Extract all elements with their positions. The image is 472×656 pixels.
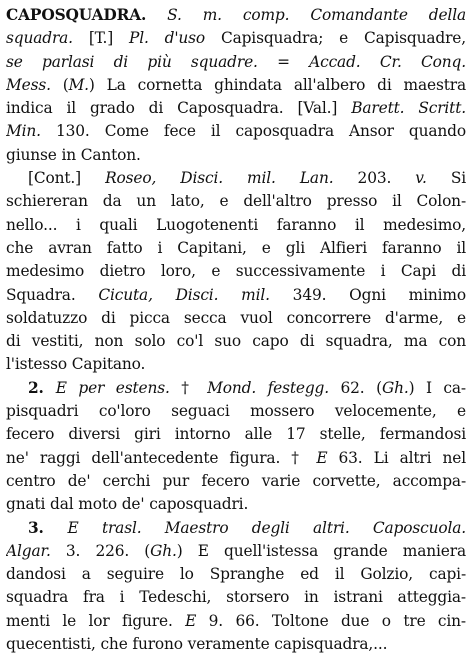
body-text: 62. ( <box>328 378 382 397</box>
italic-text: Algar. <box>6 541 51 560</box>
text-line <box>6 120 466 143</box>
body-text: 130. Come fece il caposquadra Ansor quando <box>40 122 466 141</box>
body-text: [T.] <box>72 29 130 48</box>
text-line <box>6 563 466 586</box>
text-line <box>6 540 466 563</box>
text-line <box>6 447 466 470</box>
text-line <box>6 377 466 400</box>
body-text: medesimo dietro loro, e successivamente i Capi di <box>6 262 466 281</box>
text-line <box>6 400 466 423</box>
body-text: di vestiti, non solo co'l suo capo di squadra, ma con <box>6 332 466 351</box>
body-text: Squadra. <box>6 285 99 304</box>
italic-text: S. m. comp. Comandante della <box>146 6 466 24</box>
italic-text: M. <box>68 75 89 94</box>
italic-text: Pl. d'uso <box>129 29 206 48</box>
italic-text: Gh. <box>150 541 177 560</box>
italic-text: squadra. <box>6 29 73 48</box>
body-text: schiereran da un lato, e dell'altro presso il Colon- <box>6 192 466 211</box>
text-line <box>6 470 466 493</box>
text-line <box>6 4 466 27</box>
text-line <box>6 517 466 540</box>
body-text: 203. <box>333 169 416 188</box>
text-line <box>6 633 466 656</box>
body-text: fecero diversi giri intorno alle 17 stelle, fermandosi <box>6 425 466 444</box>
body-text: che avran fatto i Capitani, e gli Alfieri faranno il <box>6 238 466 257</box>
text-line <box>6 493 466 516</box>
text-line <box>6 97 466 120</box>
body-text: 349. Ogni minimo <box>269 285 466 304</box>
body-text: 3. 226. ( <box>50 541 151 560</box>
italic-text: Mess. <box>6 75 51 94</box>
body-text: ) E quell'istessa grande maniera <box>176 541 466 560</box>
italic-text: v. <box>415 169 427 188</box>
italic-text: E trasl. Maestro degli altri. Caposcuola. <box>67 518 466 537</box>
text-line <box>6 237 466 260</box>
italic-text: se parlasi di più squadre. = Accad. Cr. Conq. <box>6 52 466 71</box>
text-line <box>6 330 466 353</box>
italic-text: Min. <box>6 122 41 141</box>
body-text: gnati dal moto de' caposquadri. <box>6 495 249 514</box>
text-line <box>6 610 466 633</box>
text-line <box>6 27 466 50</box>
italic-text: E per estens. <box>55 378 170 397</box>
body-text: giunse in Canton. <box>6 145 141 164</box>
text-line <box>6 284 466 307</box>
body-text: soldatuzzo di picca secca vuol concorrere d'arme, e <box>6 308 466 327</box>
body-text: † <box>169 378 208 397</box>
body-text: 63. Li altri nel <box>327 448 466 467</box>
text-line <box>6 260 466 283</box>
body-text: ( <box>50 75 69 94</box>
body-text: ) I ca- <box>408 378 466 397</box>
text-line <box>6 586 466 609</box>
italic-text: Gh. <box>381 378 409 397</box>
text-line <box>6 144 466 167</box>
body-text: quecentisti, che furono veramente capisquadra,... <box>6 635 388 654</box>
text-line <box>6 74 466 97</box>
text-line <box>6 167 466 190</box>
body-text: indica il grado di Caposquadra. [Val.] <box>6 99 352 118</box>
italic-text: Mond. festegg. <box>207 378 329 397</box>
bold-text: CAPOSQUADRA. <box>6 6 147 24</box>
body-text: [Cont.] <box>28 169 106 188</box>
dictionary-entry-caposquadra <box>6 4 466 656</box>
text-line <box>6 214 466 237</box>
body-text: dandosi a seguire lo Spranghe ed il Golzio, capi- <box>6 565 466 584</box>
body-text: ) La cornetta ghindata all'albero di maestra <box>88 75 466 94</box>
body-text: pisquadri co'loro seguaci mossero velocemente, e <box>6 402 466 421</box>
body-text: Capisquadra; e Capisquadre, <box>205 29 466 48</box>
text-line <box>6 51 466 74</box>
text-line <box>6 423 466 446</box>
italic-text: Roseo, Disci. mil. Lan. <box>105 169 334 188</box>
italic-text: E <box>316 448 328 467</box>
text-line <box>6 307 466 330</box>
bold-text: 3. <box>28 518 68 537</box>
body-text: ne' raggi dell'antecedente figura. † <box>6 448 317 467</box>
body-text: nello... i quali Luogotenenti faranno il medesimo, <box>6 215 466 234</box>
text-line <box>6 190 466 213</box>
bold-text: 2. <box>28 378 56 397</box>
dictionary-page <box>6 4 466 656</box>
body-text: Si <box>426 169 466 188</box>
italic-text: Barett. Scritt. <box>351 99 466 118</box>
text-line <box>6 353 466 376</box>
body-text: centro de' cerchi pur fecero varie corvette, accompa- <box>6 471 466 490</box>
body-text: l'istesso Capitano. <box>6 355 146 374</box>
body-text: 9. 66. Toltone due o tre cin- <box>196 611 466 630</box>
italic-text: Cicuta, Disci. mil. <box>98 285 270 304</box>
italic-text: E <box>185 611 197 630</box>
body-text: menti le lor figure. <box>6 611 186 630</box>
body-text: squadra fra i Tedeschi, storsero in istrani atteggia- <box>6 588 466 607</box>
